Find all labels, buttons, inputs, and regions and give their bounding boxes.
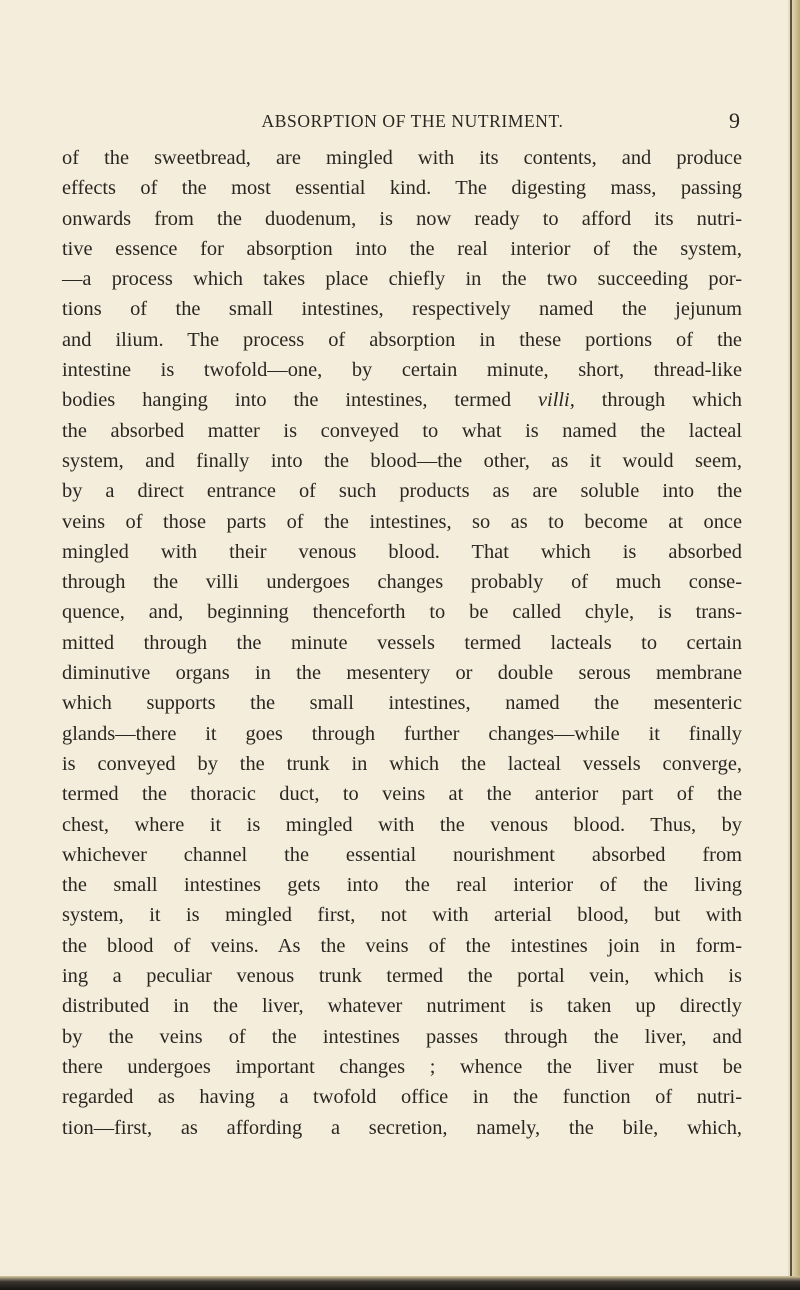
page-bottom-edge bbox=[0, 1276, 800, 1290]
text-line: system, and finally into the blood—the other, as it would seem, bbox=[62, 449, 742, 472]
text-line: of the sweetbread, are mingled with its contents, and produce bbox=[62, 147, 742, 169]
text-line: chest, where it is mingled with the venous blood. Thus, by bbox=[62, 813, 742, 836]
text-line: mitted through the minute vessels termed lacteals to certain bbox=[62, 631, 742, 654]
text-line: intestine is twofold—one, by certain minute, short, thread-like bbox=[62, 359, 742, 382]
italic-term-villi: villi, bbox=[538, 389, 575, 412]
text-line: tive essence for absorption into the real interior of the system, bbox=[62, 237, 742, 260]
page-number: 9 bbox=[729, 108, 740, 133]
text-line: ing a peculiar venous trunk termed the portal vein, which is bbox=[62, 965, 742, 988]
text-segment: through which bbox=[574, 389, 742, 412]
text-line: termed the thoracic duct, to veins at the anterior part of the bbox=[62, 783, 742, 806]
running-head bbox=[115, 108, 740, 135]
text-line: by the veins of the intestines passes through the liver, and bbox=[62, 1025, 742, 1048]
text-line: the blood of veins. As the veins of the intestines join in form- bbox=[62, 934, 742, 957]
running-head-title: ABSORPTION OF THE NUTRIMENT. bbox=[261, 111, 564, 131]
text-line: diminutive organs in the mesentery or double serous membrane bbox=[62, 662, 742, 685]
text-line: mingled with their venous blood. That which is absorbed bbox=[62, 540, 742, 563]
text-line: onwards from the duodenum, is now ready to afford its nutri- bbox=[62, 207, 742, 230]
text-line: there undergoes important changes ; whence the liver must be bbox=[62, 1055, 742, 1078]
text-line: glands—there it goes through further changes—while it finally bbox=[62, 722, 742, 745]
text-line: tion—first, as affording a secretion, namely, the bile, which, bbox=[62, 1116, 742, 1139]
text-line: and ilium. The process of absorption in these portions of the bbox=[62, 328, 742, 351]
text-line: —a process which takes place chiefly in the two succeeding por- bbox=[62, 268, 742, 291]
text-line: through the villi undergoes changes probably of much conse- bbox=[62, 571, 742, 594]
text-line: distributed in the liver, whatever nutriment is taken up directly bbox=[62, 995, 742, 1018]
text-line: regarded as having a twofold office in the function of nutri- bbox=[62, 1086, 742, 1109]
text-line: is conveyed by the trunk in which the lacteal vessels converge, bbox=[62, 752, 742, 775]
body-paragraph bbox=[62, 143, 742, 1143]
text-line: which supports the small intestines, named the mesenteric bbox=[62, 692, 742, 715]
text-line: the small intestines gets into the real interior of the living bbox=[62, 874, 742, 897]
text-line: quence, and, beginning thenceforth to be called chyle, is trans- bbox=[62, 601, 742, 624]
text-line: by a direct entrance of such products as are soluble into the bbox=[62, 480, 742, 503]
text-segment: bodies hanging into the intestines, termed bbox=[62, 389, 538, 412]
text-line: tions of the small intestines, respectively named the jejunum bbox=[62, 298, 742, 321]
text-line: veins of those parts of the intestines, so as to become at once bbox=[62, 510, 742, 533]
text-line: the absorbed matter is conveyed to what is named the lacteal bbox=[62, 419, 742, 442]
text-line: whichever channel the essential nourishment absorbed from bbox=[62, 843, 742, 866]
text-line-villi bbox=[62, 385, 742, 415]
page-binding-shadow bbox=[790, 0, 792, 1290]
text-line: effects of the most essential kind. The digesting mass, passing bbox=[62, 177, 742, 200]
text-line: system, it is mingled first, not with arterial blood, but with bbox=[62, 904, 742, 927]
